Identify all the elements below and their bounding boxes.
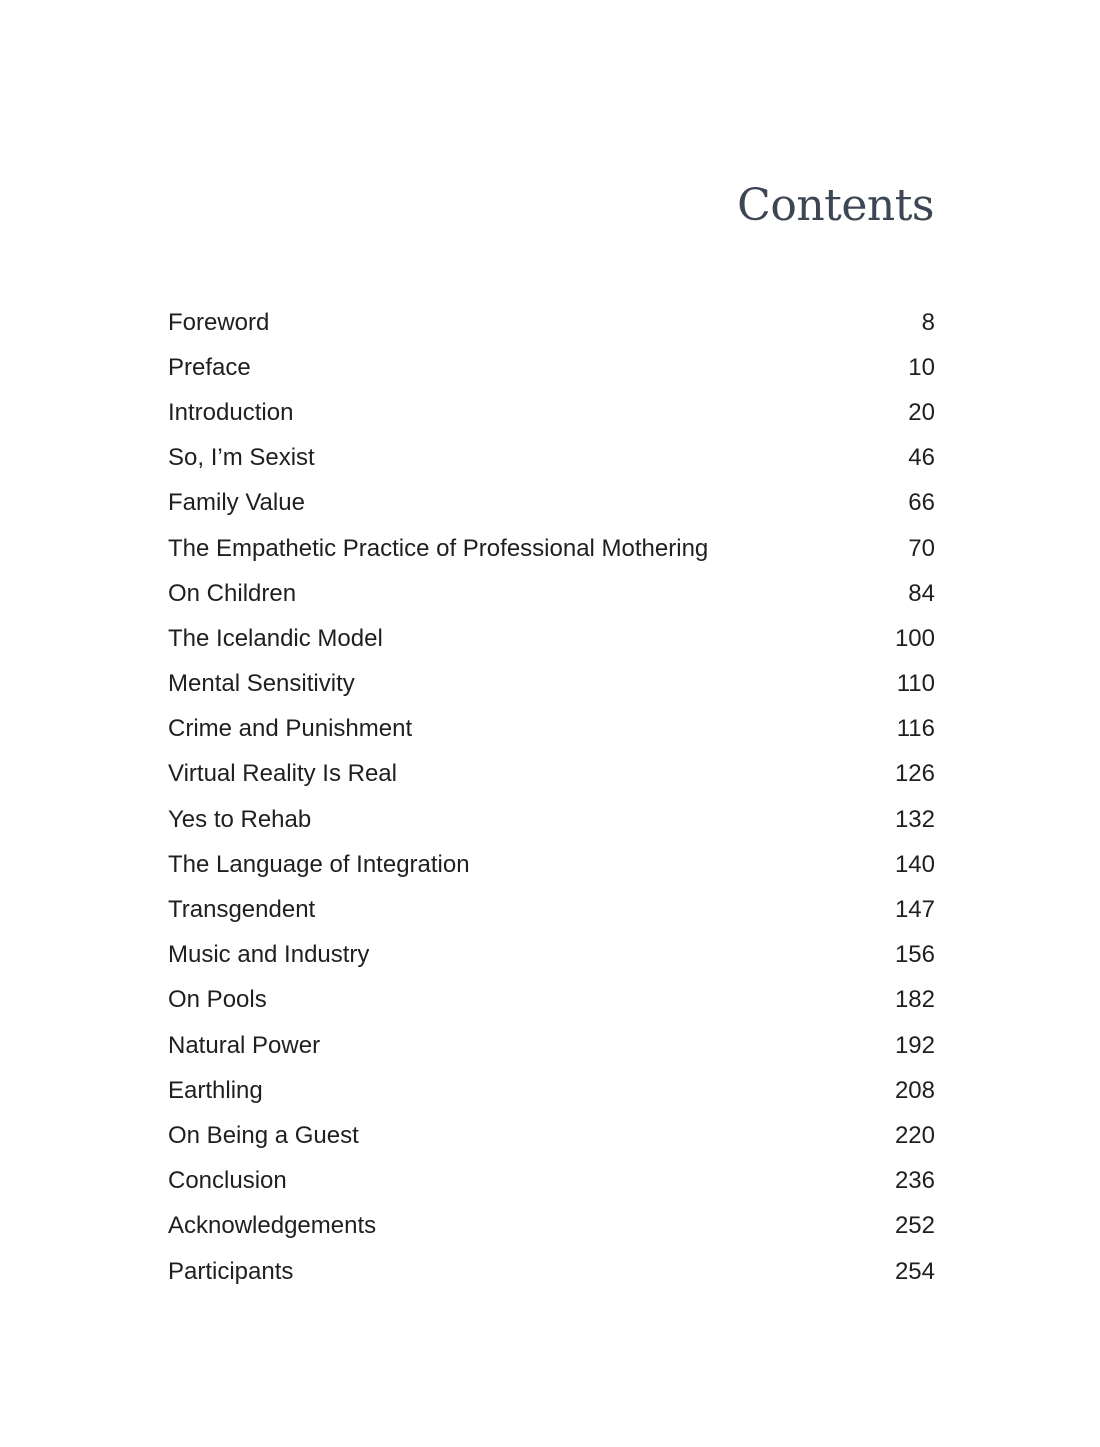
toc-entry-title: Introduction bbox=[168, 398, 294, 426]
toc-entry[interactable] bbox=[168, 1159, 935, 1204]
toc-entry-title: Earthling bbox=[168, 1076, 263, 1104]
toc-entry-title: Mental Sensitivity bbox=[168, 670, 355, 698]
toc-entry[interactable] bbox=[168, 662, 935, 707]
page-title: Contents bbox=[737, 180, 934, 231]
toc-entry-title: The Icelandic Model bbox=[168, 624, 383, 652]
toc-entry-title: Yes to Rehab bbox=[168, 805, 312, 833]
toc-entry-page-number: 252 bbox=[894, 1212, 935, 1240]
toc-entry-title: Participants bbox=[168, 1257, 294, 1285]
toc-entry[interactable] bbox=[168, 978, 935, 1023]
toc-entry-page-number: 147 bbox=[894, 896, 935, 924]
toc-entry[interactable] bbox=[168, 1113, 935, 1158]
toc-entry-page-number: 84 bbox=[908, 579, 935, 607]
toc-entry-page-number: 156 bbox=[894, 941, 935, 969]
toc-entry-page-number: 110 bbox=[896, 670, 935, 698]
toc-entry[interactable] bbox=[168, 1068, 935, 1113]
toc-entry-title: Acknowledgements bbox=[168, 1212, 377, 1240]
toc-entry[interactable] bbox=[168, 752, 935, 797]
toc-entry-page-number: 116 bbox=[896, 715, 935, 743]
toc-entry-title: On Children bbox=[168, 579, 297, 607]
toc-entry-title: Transgendent bbox=[168, 896, 316, 924]
toc-entry[interactable] bbox=[168, 1249, 935, 1294]
toc-entry-title: Foreword bbox=[168, 308, 270, 336]
toc-entry[interactable] bbox=[168, 616, 935, 661]
toc-entry-title: The Language of Integration bbox=[168, 850, 470, 878]
toc-entry[interactable] bbox=[168, 797, 935, 842]
toc-entry[interactable] bbox=[168, 1204, 935, 1249]
toc-entry-page-number: 192 bbox=[894, 1031, 935, 1059]
toc-entry-page-number: 254 bbox=[894, 1257, 935, 1285]
toc-entry-title: Music and Industry bbox=[168, 941, 370, 969]
toc-entry[interactable] bbox=[168, 481, 935, 526]
toc-entry-page-number: 140 bbox=[894, 850, 935, 878]
toc-entry-page-number: 208 bbox=[894, 1076, 935, 1104]
toc-entry[interactable] bbox=[168, 1023, 935, 1068]
toc-entry-page-number: 20 bbox=[908, 398, 935, 426]
toc-entry[interactable] bbox=[168, 707, 935, 752]
toc-entry-page-number: 70 bbox=[908, 534, 935, 562]
toc-entry-title: Conclusion bbox=[168, 1167, 287, 1195]
toc-entry[interactable] bbox=[168, 842, 935, 887]
toc-entry-title: Preface bbox=[168, 353, 251, 381]
toc-entry-title: Natural Power bbox=[168, 1031, 321, 1059]
toc-entry-page-number: 100 bbox=[894, 624, 935, 652]
toc-entry-page-number: 8 bbox=[921, 308, 935, 336]
toc-entry-title: So, I’m Sexist bbox=[168, 444, 315, 472]
toc-entry-page-number: 220 bbox=[894, 1121, 935, 1149]
toc-entry-title: On Pools bbox=[168, 986, 267, 1014]
toc-entry-page-number: 182 bbox=[894, 986, 935, 1014]
toc-entry-title: Crime and Punishment bbox=[168, 715, 413, 743]
toc-entry[interactable] bbox=[168, 571, 935, 616]
toc-entry-title: Family Value bbox=[168, 489, 305, 517]
toc-entry-title: Virtual Reality Is Real bbox=[168, 760, 397, 788]
toc-entry-page-number: 236 bbox=[894, 1167, 935, 1195]
toc-entry-page-number: 66 bbox=[908, 489, 935, 517]
table-of-contents bbox=[168, 300, 935, 1294]
toc-entry[interactable] bbox=[168, 436, 935, 481]
toc-entry[interactable] bbox=[168, 345, 935, 390]
toc-entry[interactable] bbox=[168, 526, 935, 571]
toc-entry-title: On Being a Guest bbox=[168, 1121, 359, 1149]
toc-entry[interactable] bbox=[168, 390, 935, 435]
toc-entry[interactable] bbox=[168, 300, 935, 345]
toc-entry-page-number: 126 bbox=[894, 760, 935, 788]
toc-entry[interactable] bbox=[168, 933, 935, 978]
toc-entry[interactable] bbox=[168, 887, 935, 932]
toc-entry-page-number: 132 bbox=[894, 805, 935, 833]
toc-entry-title: The Empathetic Practice of Professional Mothering bbox=[168, 534, 709, 562]
toc-entry-page-number: 10 bbox=[908, 353, 935, 381]
toc-entry-page-number: 46 bbox=[908, 444, 935, 472]
